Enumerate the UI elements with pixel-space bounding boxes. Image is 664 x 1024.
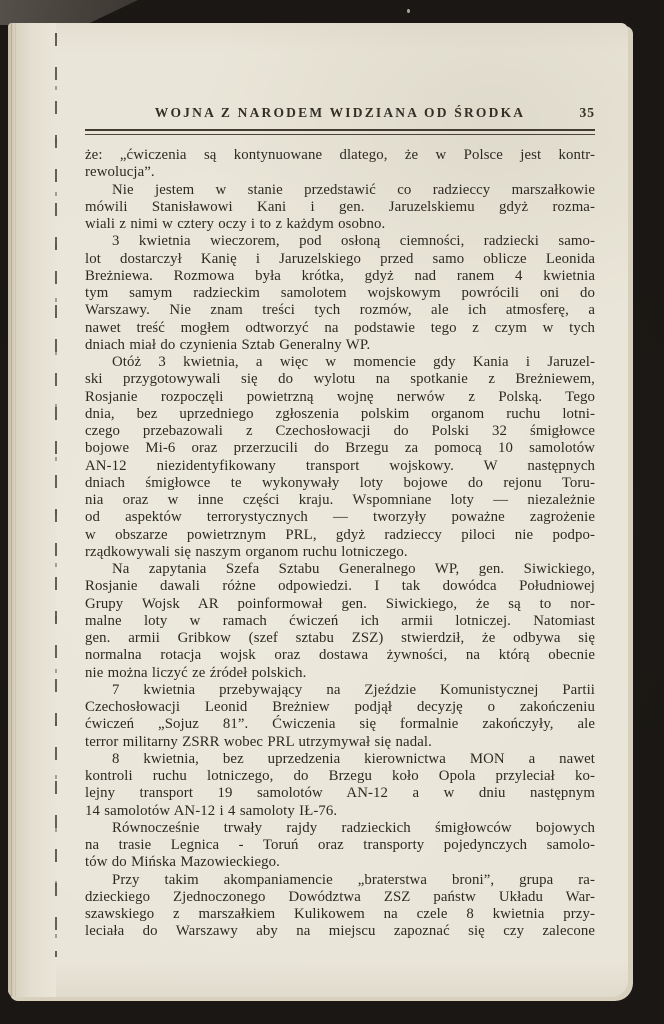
text-line: 3 kwietnia wieczorem, pod osłoną ciemności, radziecki samo- <box>112 233 595 250</box>
paragraph <box>85 820 595 872</box>
binding-gutter-stitches <box>55 33 57 957</box>
text-line: wiali z nimi w cztery oczy i to z każdym osobno. <box>85 216 386 232</box>
text-line: dniach śmigłowce te wykonywały loty bojowe do rejonu Toru- <box>85 474 595 491</box>
text-line: terror militarny ZSRR wobec PRL utrzymywał się nadal. <box>85 733 432 750</box>
text-line: nia oraz w inne części kraju. Wspomniane loty — niezależnie <box>85 492 595 508</box>
text-line: Grupy Wojsk AR poinformował gen. Siwickiego, że są to nor- <box>85 595 595 612</box>
text-line: kontroli ruchu lotniczego, do Brzegu koło Opola przyleciał ko- <box>85 768 595 784</box>
page-edge-crease <box>11 23 12 997</box>
header-double-rule <box>85 129 595 135</box>
text-line: ski przygotowywali się do wylotu na spotkanie z Breżniewem, <box>85 371 595 388</box>
text-line: na trasie Legnica - Toruń oraz transporty pojedynczych samolo- <box>85 837 595 853</box>
text-line: 14 samolotów AN-12 i 4 samoloty IŁ-76. <box>85 802 338 819</box>
paragraph <box>85 872 595 941</box>
text-line: leciała do Warszawy aby na miejscu zapoznać się czy zalecone <box>85 923 595 940</box>
page-number: 35 <box>579 105 595 120</box>
paragraph <box>85 751 595 820</box>
text-line: szawskiego z marszałkiem Kulikowem na czele 8 kwietnia przy- <box>85 906 595 922</box>
text-line: AN-12 niezidentyfikowany transport wojskowy. W następnych <box>85 457 595 474</box>
running-header <box>85 105 595 126</box>
text-line: Rosjanie rozpoczęli powietrzną wojnę nerwów z Polską. Tego <box>85 388 595 405</box>
text-line: rewolucja”. <box>85 164 155 181</box>
text-line: dniach miał do czynienia Sztab Generalny WP. <box>85 336 371 353</box>
book-page <box>8 23 628 997</box>
text-line: lot dostarczył Kanię i Jaruzelskiego przed samo oblicze Leonida <box>85 250 595 267</box>
text-line: bojowe Mi-6 oraz przerzucili do Brzegu za pomocą 10 samolotów <box>85 440 595 457</box>
text-line: ćwiczeń „Sojuz 81”. Ćwiczenia się formalnie zakończyły, ale <box>85 716 595 733</box>
text-line: lejny transport 19 samolotów AN-12 a w dniu następnym <box>85 785 595 802</box>
text-line: gen. armii Gribkow (szef sztabu ZSZ) stwierdził, że odbywa się <box>85 630 595 646</box>
text-line: mówili Stanisławowi Kani i gen. Jaruzelskiemu gdyż rozma- <box>85 198 595 215</box>
text-line: nie można liczyć ze źródeł polskich. <box>85 664 307 681</box>
text-line: nawet treść mogłem odtworzyć na podstawie tego z czym w tych <box>85 319 595 336</box>
text-line: normalna rotacja wojsk oraz dostawa żywności, na którą obecnie <box>85 647 595 664</box>
text-line: od aspektów terrorystycznych — tworzyły poważne zagrożenie <box>85 509 595 526</box>
text-line: 8 kwietnia, bez uprzedzenia kierownictwa MON a nawet <box>112 750 595 767</box>
text-line: tów do Mińska Mazowieckiego. <box>85 854 280 871</box>
text-line: tym samym radzieckim samolotem wojskowym powrócili oni do <box>85 285 595 301</box>
header-title: WOJNA Z NARODEM WIDZIANA OD ŚRODKA <box>154 105 526 120</box>
text-line: Breżniewa. Rozmowa była krótka, gdyż nad ranem 4 kwietnia <box>85 267 595 284</box>
text-line: Rosjanie dawali różne odpowiedzi. I tak dowódca Południowej <box>85 578 595 595</box>
text-block <box>85 147 595 941</box>
text-line: Równocześnie trwały rajdy radzieckich śmigłowców bojowych <box>112 819 595 836</box>
text-line: Na zapytania Szefa Sztabu Generalnego WP, gen. Siwickiego, <box>112 561 595 577</box>
text-line: Czechosłowacji Leonid Breżniew podjął decyzję o zakończeniu <box>85 699 595 715</box>
text-line: malne loty w ramach ćwiczeń ich armii lotniczej. Natomiast <box>85 612 595 629</box>
page-stack-edge <box>8 23 56 997</box>
backdrop-wedge <box>0 0 138 25</box>
paragraph <box>85 354 595 561</box>
paragraph <box>85 233 595 354</box>
paragraph <box>85 561 595 682</box>
text-line: dnia, bez uprzedniego zgłoszenia polskim organom ruchu lotni- <box>85 405 595 422</box>
text-line: Warszawy. Nie znam treści tych rozmów, ale ich atmosferę, a <box>85 302 595 319</box>
page-edge-crease <box>15 23 16 997</box>
text-line: 7 kwietnia przebywający na Zjeździe Komunistycznej Partii <box>112 681 595 698</box>
text-line: czego przebazowali z Czechosłowacji do Polski 32 śmigłowce <box>85 423 595 439</box>
dust-speck <box>407 9 410 13</box>
text-line: Otóż 3 kwietnia, a więc w momencie gdy Kania i Jaruzel- <box>112 354 595 370</box>
text-line: Nie jestem w stanie przedstawić co radzieccy marszałkowie <box>112 181 595 198</box>
text-line: że: „ćwiczenia są kontynuowane dlatego, że w Polsce jest kontr- <box>85 147 595 163</box>
text-line: Przy takim akompaniamencie „braterstwa broni”, grupa ra- <box>112 871 595 888</box>
paragraph <box>85 182 595 234</box>
paragraph <box>85 682 595 751</box>
page-content <box>85 105 595 941</box>
text-line: dzieckiego Zjednoczonego Dowództwa ZSZ państw Układu War- <box>85 888 595 905</box>
text-line: rządkowywali się naszym organom ruchu lotniczego. <box>85 543 408 560</box>
text-line: w obszarze powietrznym PRL, gdyż radzieccy piloci nie podpo- <box>85 526 595 543</box>
paragraph <box>85 147 595 182</box>
